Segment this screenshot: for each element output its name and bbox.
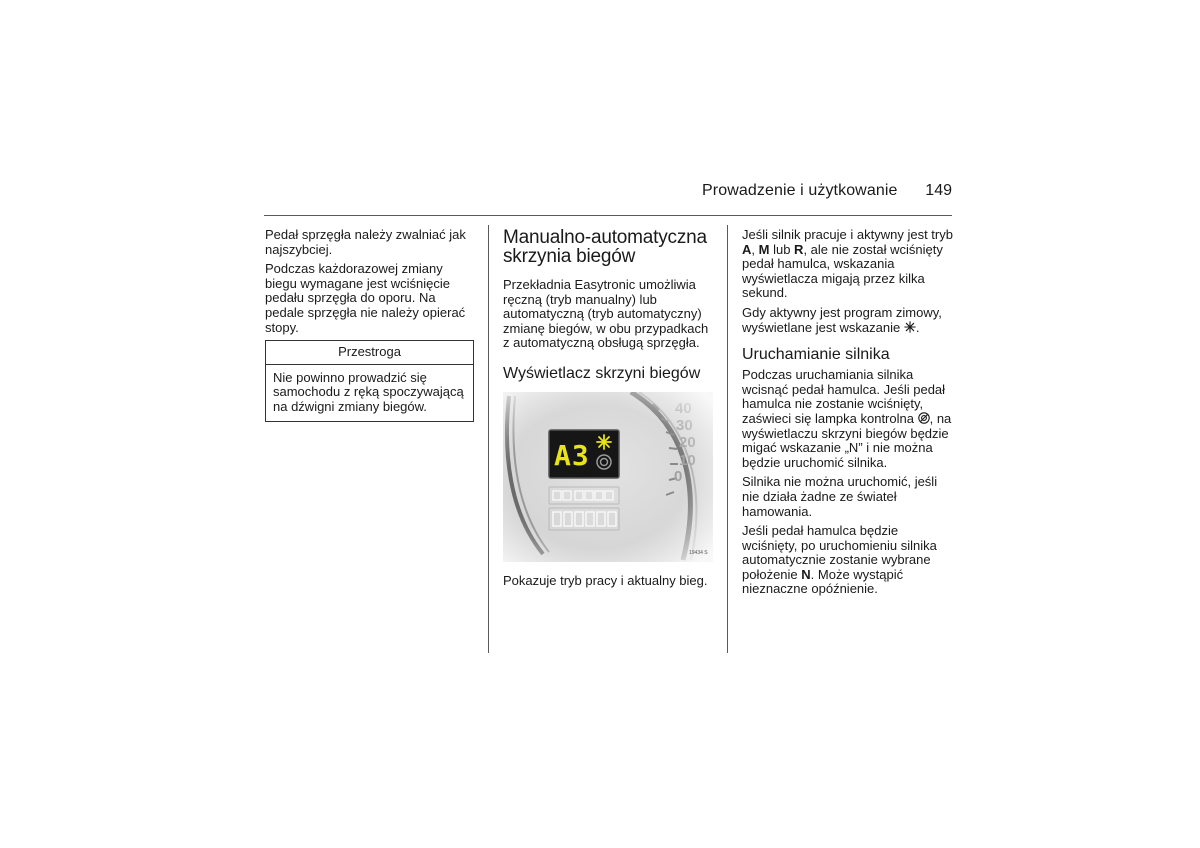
snowflake-icon: [904, 321, 916, 333]
mode-a: A: [742, 241, 752, 257]
figure-caption: Pokazuje tryb pracy i aktualny bieg.: [503, 572, 708, 588]
header-rule: [264, 215, 952, 216]
gearbox-display-illustration: [503, 392, 713, 562]
paragraph-display-blink: Jeśli silnik pracuje i aktywny jest tryb A, M lub R, ale nie został wciśnięty pedał hamulca, wskazania wyświetlacza migają przez kilka sekund.: [742, 227, 953, 301]
figure-code: 19434 S: [689, 549, 708, 556]
engine-start-subtitle: Uruchamianie silnika: [742, 346, 890, 364]
column-2: [503, 228, 713, 594]
section-title: Manualno-automatyczna skrzynia biegów: [503, 227, 707, 267]
paragraph-clutch-release: Pedał sprzęgła należy zwalniać jak najszybciej.: [265, 227, 466, 257]
caution-title: Przestroga: [266, 341, 473, 365]
mode-r: R: [794, 241, 804, 257]
header-title: Prowadzenie i użytkowanie: [702, 182, 898, 199]
page-number: 149: [925, 182, 952, 199]
display-subtitle: Wyświetlacz skrzyni biegów: [503, 364, 701, 382]
brake-warning-icon: [918, 412, 930, 424]
paragraph-brake-lights: Silnika nie można uruchomić, jeśli nie działa żadne ze świateł hamowania.: [742, 474, 938, 519]
column-1: [265, 228, 477, 422]
paragraph-neutral-position: Jeśli pedał hamulca będzie wciśnięty, po uruchomieniu silnika automatycznie zostanie wybrane położenie N. Może wystąpić nieznaczne opóźnienie.: [742, 523, 937, 597]
paragraph-winter-program: Gdy aktywny jest program zimowy, wyświetlane jest wskazanie .: [742, 304, 942, 335]
gearbox-display-figure: [503, 392, 713, 562]
position-n: N: [801, 566, 811, 582]
caution-text: Nie powinno prowadzić się samochodu z ręką spoczywającą na dźwigni zmiany biegów.: [273, 369, 464, 414]
paragraph-easytronic: Przekładnia Easytronic umożliwia ręczną (tryb manualny) lub automatyczną (tryb automatyczny) zmianę biegów, w obu przypadkach z automatyczną obsługą sprzęgła.: [503, 277, 709, 351]
paragraph-clutch-press: Podczas każdorazowej zmiany biegu wymagane jest wciśnięcie pedału sprzęgła do oporu. Na pedale sprzęgła nie należy opierać stopy.: [265, 261, 466, 335]
caution-box: [265, 340, 474, 421]
page-header: [700, 182, 952, 204]
column-3: [742, 228, 954, 602]
column-divider-2: [727, 225, 728, 653]
mode-m: M: [758, 241, 770, 257]
paragraph-engine-start: Podczas uruchamiania silnika wcisnąć pedał hamulca. Jeśli pedał hamulca nie zostanie wciśnięty, zaświeci się lampka kontrolna , na wyświetlaczu skrzyni biegów będzie migać wskazanie „N” i nie można będzie uruchomić silnika.: [742, 367, 952, 470]
column-divider-1: [488, 225, 489, 653]
